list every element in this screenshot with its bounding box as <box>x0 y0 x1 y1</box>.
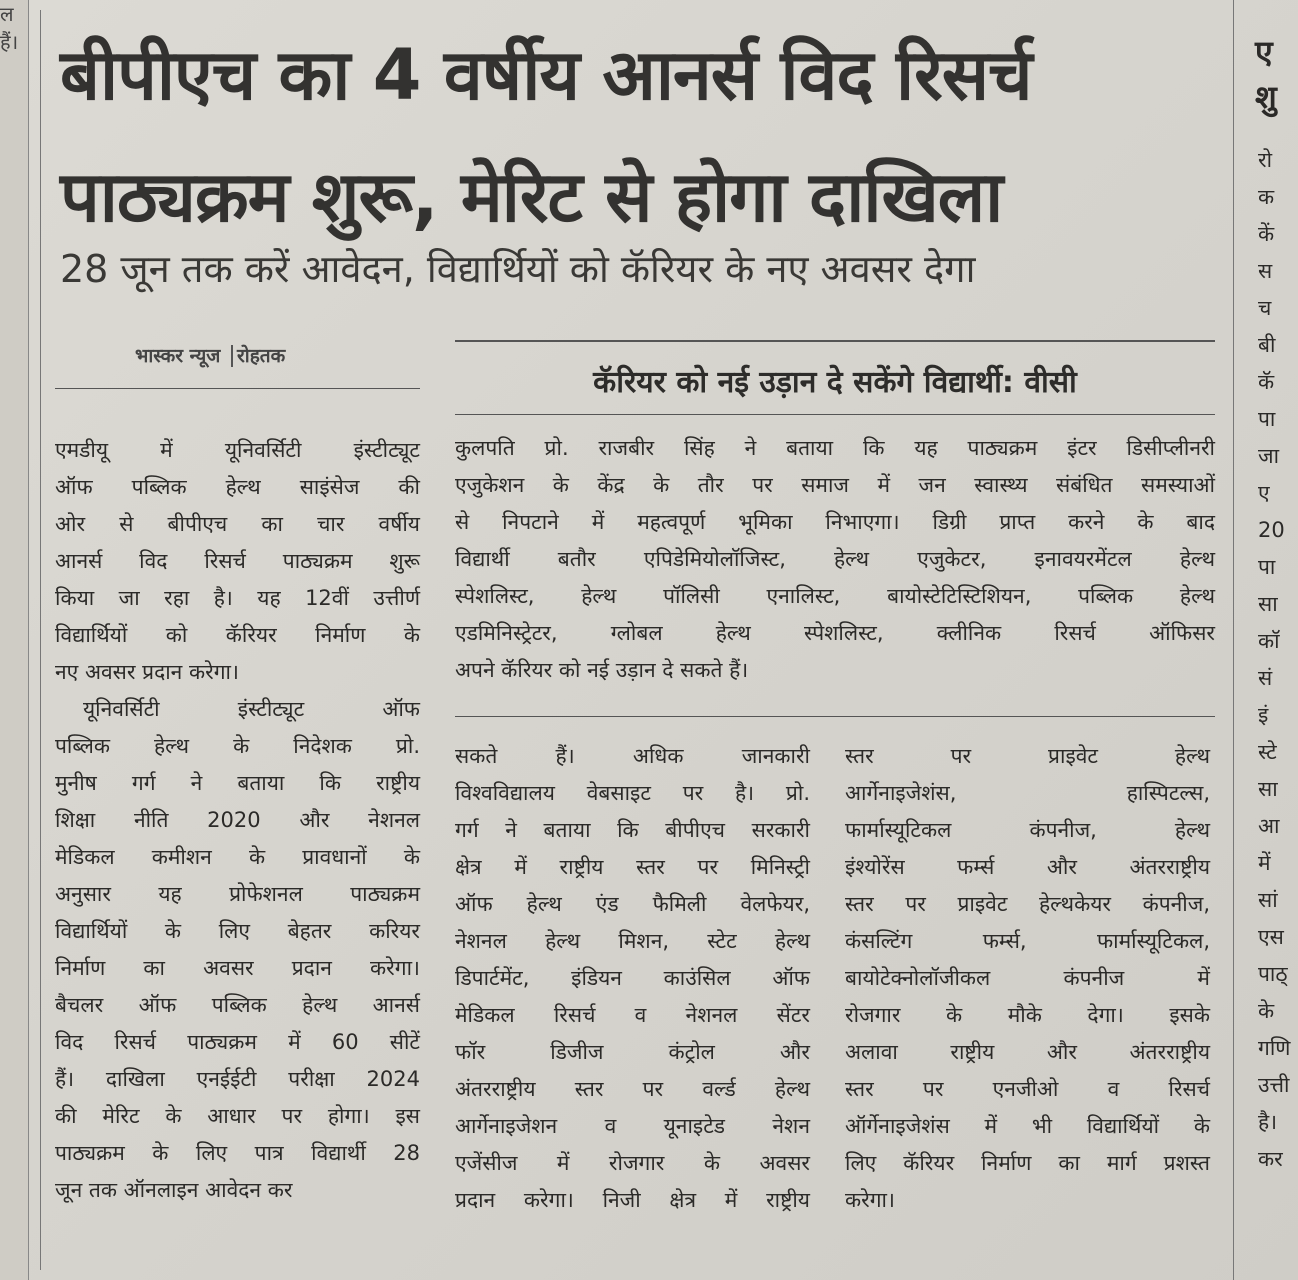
text-line: पाठ्यक्रम के लिए पात्र विद्यार्थी 28 <box>55 1141 420 1165</box>
text-line: अपने कॅरियर को नई उड़ान दे सकते हैं। <box>455 658 749 682</box>
text-line: मेडिकल कमीशन के प्रावधानों के <box>55 845 420 869</box>
text-line: ए <box>1258 481 1270 505</box>
text-line: एडमिनिस्ट्रेटर, ग्लोबल हेल्थ स्पेशलिस्ट, क्लीनिक रिसर्च ऑफिसर <box>455 621 1215 645</box>
previous-column-edge <box>0 0 29 1280</box>
next-article-headline <box>1255 30 1280 120</box>
text-line: गणि <box>1258 1036 1291 1060</box>
text-line: आनर्स विद रिसर्च पाठ्यक्रम शुरू <box>55 549 420 573</box>
column-divider <box>40 10 41 1270</box>
box-title: कॅरियर को नई उड़ान दे सकेंगे विद्यार्थी: वीसी <box>593 365 1077 400</box>
text-line: प्रदान करेगा। निजी क्षेत्र में राष्ट्रीय <box>455 1188 810 1212</box>
text-line: की मेरिट के आधार पर होगा। इस <box>55 1104 420 1128</box>
text-line: है। <box>1258 1110 1278 1134</box>
byline-city: रोहतक <box>237 345 286 367</box>
text-line: स्तर पर प्राइवेट हेल्थकेयर कंपनीज, <box>845 892 1210 916</box>
text-line: बायोटेक्नोलॉजीकल कंपनीज में <box>845 966 1210 990</box>
next-article-text <box>1258 142 1298 1178</box>
text-line: के <box>1258 999 1275 1023</box>
text-line: एजेंसीज में रोजगार के अवसर <box>455 1151 810 1175</box>
text-line: रोजगार के मौके देगा। इसके <box>845 1003 1210 1027</box>
text-line: फार्मास्यूटिकल कंपनीज, हेल्थ <box>845 818 1210 842</box>
edge-text: हैं। <box>0 30 19 54</box>
text-line: कें <box>1258 222 1275 246</box>
left-column <box>55 432 420 1209</box>
text-line: मेडिकल रिसर्च व नेशनल सेंटर <box>455 1003 810 1027</box>
text-line: च <box>1258 296 1272 320</box>
headline-line-1: बीपीएच का 4 वर्षीय आनर्स विद रिसर्च <box>60 34 1032 116</box>
text-line: नए अवसर प्रदान करेगा। <box>55 660 239 684</box>
text-line: जा <box>1258 444 1280 468</box>
next-headline-fragment: शु <box>1255 78 1277 116</box>
middle-column <box>455 738 810 1219</box>
text-line: पब्लिक हेल्थ के निदेशक प्रो. <box>55 734 420 758</box>
text-line: एजुकेशन के केंद्र के तौर पर समाज में जन स्वास्थ्य संबंधित समस्याओं <box>455 473 1215 497</box>
text-line: स्टे <box>1258 740 1277 764</box>
next-headline-fragment: ए <box>1255 33 1273 71</box>
box-text <box>455 430 1215 689</box>
text-line: रो <box>1258 148 1273 172</box>
text-line: कर <box>1258 1147 1283 1171</box>
column-divider <box>1233 0 1234 1280</box>
text-line: ऑर्गेनाइजेशंस में भी विद्यार्थियों के <box>845 1114 1210 1138</box>
subheadline: 28 जून तक करें आवेदन, विद्यार्थियों को कॅरियर के नए अवसर देगा <box>60 247 976 291</box>
text-line: कुलपति प्रो. राजबीर सिंह ने बताया कि यह पाठ्यक्रम इंटर डिसीप्लीनरी <box>455 436 1215 460</box>
right-column <box>845 738 1210 1219</box>
text-line: फॉर डिजीज कंट्रोल और <box>455 1040 810 1064</box>
text-line: स्तर पर एनजीओ व रिसर्च <box>845 1077 1210 1101</box>
text-line: आर्गेनाइजेशन व यूनाइटेड नेशन <box>455 1114 810 1138</box>
text-line: कंसल्टिंग फर्म्स, फार्मास्यूटिकल, <box>845 929 1210 953</box>
box-title-rule <box>455 414 1215 415</box>
text-line: इं <box>1258 703 1269 727</box>
text-line: सा <box>1258 592 1278 616</box>
text-line: विद्यार्थियों को कॅरियर निर्माण के <box>55 623 420 647</box>
text-line: कॅ <box>1258 370 1275 394</box>
text-line: आ <box>1258 814 1280 838</box>
text-line: स्तर पर प्राइवेट हेल्थ <box>845 744 1210 768</box>
text-line: बी <box>1258 333 1276 357</box>
text-line: पा <box>1258 407 1276 431</box>
text-line: पा <box>1258 555 1276 579</box>
box-bottom-rule <box>455 716 1215 717</box>
text-line: कॉ <box>1258 629 1280 653</box>
text-line: ओर से बीपीएच का चार वर्षीय <box>55 512 420 536</box>
text-line: डिपार्टमेंट, इंडियन काउंसिल ऑफ <box>455 966 810 990</box>
text-line: गर्ग ने बताया कि बीपीएच सरकारी <box>455 818 810 842</box>
text-line: नेशनल हेल्थ मिशन, स्टेट हेल्थ <box>455 929 810 953</box>
text-line: एस <box>1258 925 1284 949</box>
text-line: आर्गेनाइजेशंस, हास्पिटल्स, <box>845 781 1210 805</box>
text-line: सकते हैं। अधिक जानकारी <box>455 744 810 768</box>
text-line: एमडीयू में यूनिवर्सिटी इंस्टीट्यूट <box>55 438 420 462</box>
text-line: स <box>1258 259 1273 283</box>
text-line: बैचलर ऑफ पब्लिक हेल्थ आनर्स <box>55 993 420 1017</box>
text-line: अंतरराष्ट्रीय स्तर पर वर्ल्ड हेल्थ <box>455 1077 810 1101</box>
text-line: यूनिवर्सिटी इंस्टीट्यूट ऑफ <box>83 697 420 721</box>
byline-source: भास्कर न्यूज <box>135 345 221 367</box>
text-line: निर्माण का अवसर प्रदान करेगा। <box>55 956 420 980</box>
text-line: मुनीष गर्ग ने बताया कि राष्ट्रीय <box>55 771 420 795</box>
headline-line-2: पाठ्यक्रम शुरू, मेरिट से होगा दाखिला <box>60 156 1003 238</box>
text-line: किया जा रहा है। यह 12वीं उत्तीर्ण <box>55 586 420 610</box>
byline <box>135 342 285 368</box>
text-line: अनुसार यह प्रोफेशनल पाठ्यक्रम <box>55 882 420 906</box>
text-line: क्षेत्र में राष्ट्रीय स्तर पर मिनिस्ट्री <box>455 855 810 879</box>
text-line: उत्ती <box>1258 1073 1290 1097</box>
text-line: हैं। दाखिला एनईईटी परीक्षा 2024 <box>55 1067 420 1091</box>
edge-text: ल <box>0 2 14 26</box>
text-line: शिक्षा नीति 2020 और नेशनल <box>55 808 420 832</box>
text-line: विश्वविद्यालय वेबसाइट पर है। प्रो. <box>455 781 810 805</box>
text-line: लिए कॅरियर निर्माण का मार्ग प्रशस्त <box>845 1151 1210 1175</box>
text-line: में <box>1258 851 1271 875</box>
text-line: सां <box>1258 888 1278 912</box>
text-line: ऑफ हेल्थ एंड फैमिली वेलफेयर, <box>455 892 810 916</box>
text-line: इंश्योरेंस फर्म्स और अंतरराष्ट्रीय <box>845 855 1210 879</box>
text-line: विद्यार्थियों के लिए बेहतर करियर <box>55 919 420 943</box>
text-line: करेगा। <box>845 1188 895 1212</box>
text-line: स्पेशलिस्ट, हेल्थ पॉलिसी एनालिस्ट, बायोस्टेटिस्टिशियन, पब्लिक हेल्थ <box>455 584 1215 608</box>
text-line: पाठ् <box>1258 962 1288 986</box>
text-line: से निपटाने में महत्वपूर्ण भूमिका निभाएगा। डिग्री प्राप्त करने के बाद <box>455 510 1215 534</box>
box-top-rule <box>455 340 1215 342</box>
text-line: 20 <box>1258 518 1285 542</box>
text-line: सं <box>1258 666 1273 690</box>
text-line: विद रिसर्च पाठ्यक्रम में 60 सीटें <box>55 1030 420 1054</box>
text-line: ऑफ पब्लिक हेल्थ साइंसेज की <box>55 475 420 499</box>
text-line: सा <box>1258 777 1278 801</box>
text-line: विद्यार्थी बतौर एपिडेमियोलॉजिस्ट, हेल्थ एजुकेटर, इनावयरमेंटल हेल्थ <box>455 547 1215 571</box>
text-line: अलावा राष्ट्रीय और अंतरराष्ट्रीय <box>845 1040 1210 1064</box>
text-line: जून तक ऑनलाइन आवेदन कर <box>55 1178 293 1202</box>
text-line: क <box>1258 185 1275 209</box>
divider <box>55 388 420 389</box>
